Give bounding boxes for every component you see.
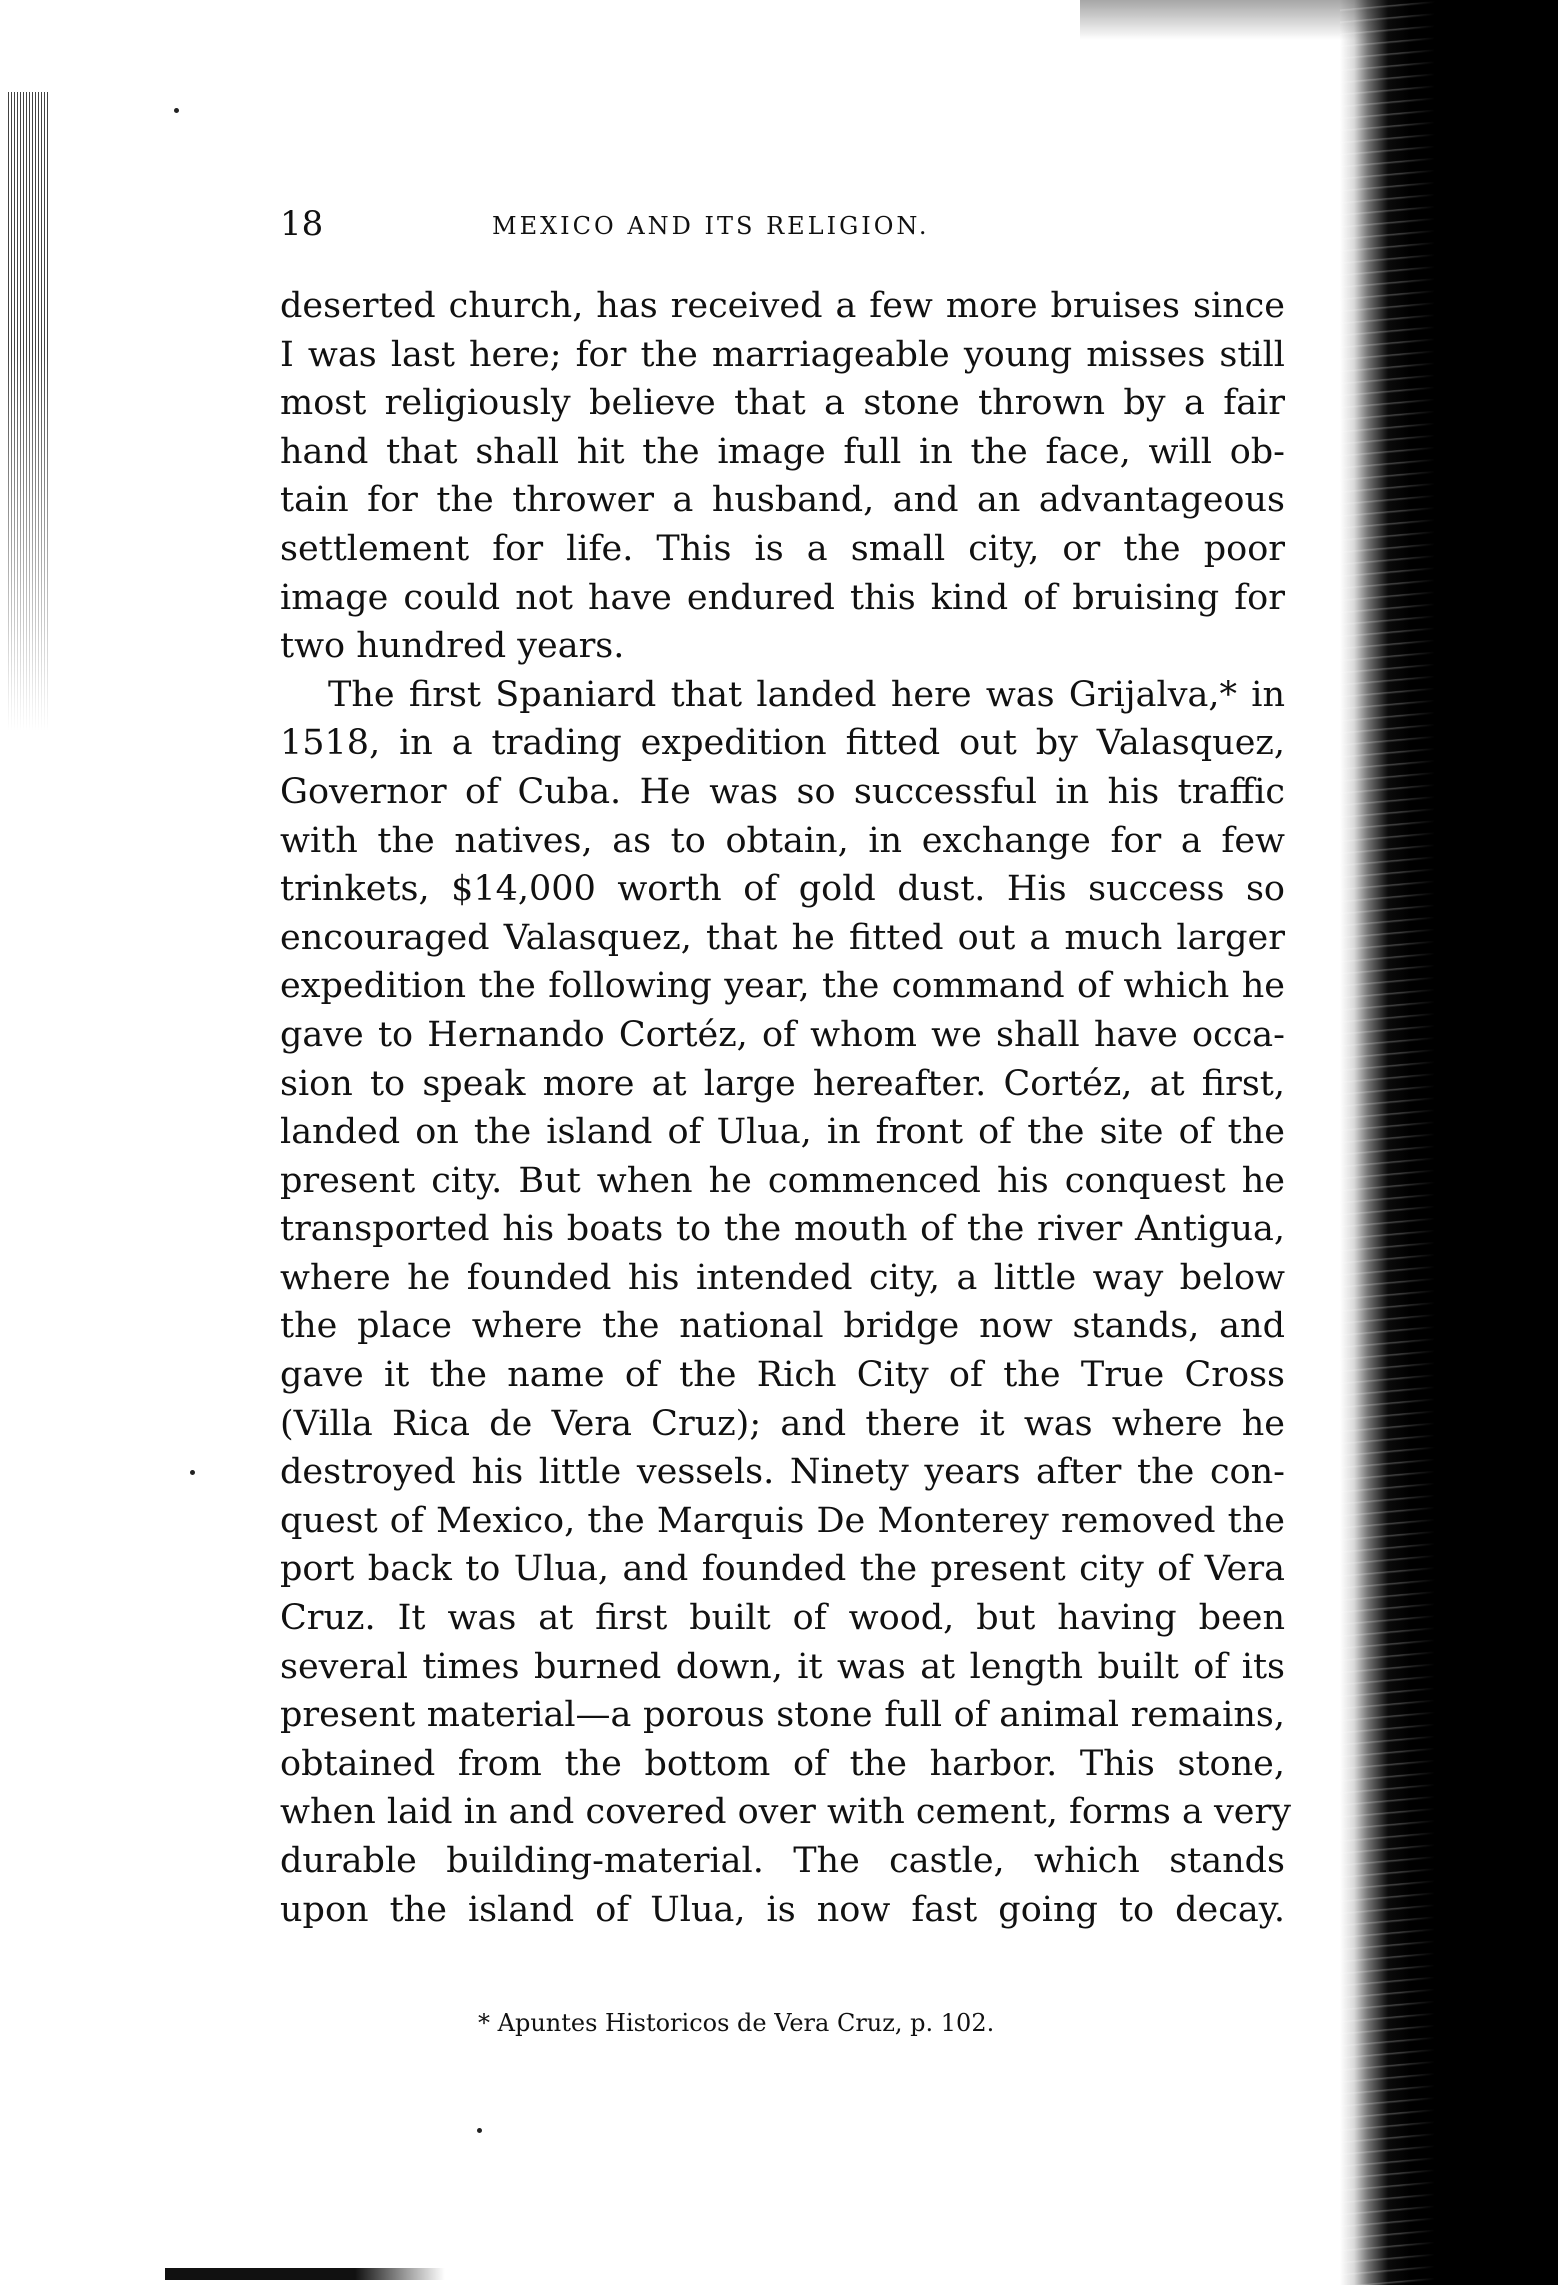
text-line: Cruz. It was at first built of wood, but having been	[280, 1598, 1285, 1639]
scan-gutter-marks	[8, 92, 48, 732]
text-line: durable building-material. The castle, which stands	[280, 1841, 1285, 1881]
text-line: when laid in and covered over with cement, forms a very	[280, 1792, 1291, 1833]
text-line: most religiously believe that a stone thrown by a fair	[280, 383, 1285, 424]
text-line: hand that shall hit the image full in the face, will ob-	[280, 431, 1285, 472]
text-line: gave to Hernando Cortéz, of whom we shall have occa-	[280, 1014, 1285, 1055]
scan-speck	[190, 1470, 195, 1475]
body-text	[280, 282, 1291, 1934]
text-line: present city. But when he commenced his conquest he	[280, 1160, 1285, 1201]
text-line: the place where the national bridge now stands, and	[280, 1306, 1285, 1347]
text-line: Governor of Cuba. He was so successful in his traffic	[280, 771, 1285, 812]
scan-speck	[477, 2128, 482, 2133]
text-line: present material—a porous stone full of animal remains,	[280, 1695, 1285, 1736]
footnote: * Apuntes Historicos de Vera Cruz, p. 102.	[478, 2009, 995, 2037]
text-line: destroyed his little vessels. Ninety years after the con-	[280, 1452, 1285, 1493]
text-line: two hundred years.	[280, 626, 625, 667]
scan-edge-shadow	[1340, 0, 1558, 2285]
text-line: (Villa Rica de Vera Cruz); and there it was where he	[280, 1403, 1285, 1444]
text-line: tain for the thrower a husband, and an advantageous	[280, 480, 1285, 521]
text-line: transported his boats to the mouth of the river Antigua,	[280, 1209, 1285, 1250]
text-line: 1518, in a trading expedition fitted out by Valasquez,	[280, 723, 1285, 764]
text-line: trinkets, $14,000 worth of gold dust. His success so	[280, 869, 1285, 910]
text-line: deserted church, has received a few more bruises since	[280, 286, 1285, 326]
text-line: with the natives, as to obtain, in exchange for a few	[280, 820, 1285, 861]
text-line: gave it the name of the Rich City of the True Cross	[280, 1355, 1285, 1396]
text-line: expedition the following year, the command of which he	[280, 966, 1285, 1007]
scan-bottom-mark	[165, 2268, 445, 2280]
text-line: I was last here; for the marriageable young misses still	[280, 334, 1285, 375]
text-line: quest of Mexico, the Marquis De Monterey removed the	[280, 1500, 1285, 1541]
text-line: where he founded his intended city, a little way below	[280, 1257, 1285, 1298]
text-line: obtained from the bottom of the harbor. This stone,	[280, 1743, 1285, 1784]
text-line: port back to Ulua, and founded the present city of Vera	[280, 1549, 1285, 1590]
text-line: settlement for life. This is a small city, or the poor	[280, 528, 1285, 569]
text-line: several times burned down, it was at length built of its	[280, 1646, 1285, 1687]
running-title: MEXICO AND ITS RELIGION.	[492, 212, 930, 240]
scan-speck	[174, 108, 179, 113]
page-header	[280, 204, 1310, 250]
text-line: sion to speak more at large hereafter. Cortéz, at first,	[280, 1063, 1285, 1104]
page-number: 18	[280, 204, 324, 244]
text-line: upon the island of Ulua, is now fast going to decay.	[280, 1889, 1285, 1930]
text-line: landed on the island of Ulua, in front of the site of the	[280, 1112, 1285, 1153]
text-line: image could not have endured this kind of bruising for	[280, 577, 1285, 618]
text-line: The first Spaniard that landed here was Grijalva,* in	[328, 674, 1285, 715]
text-line: encouraged Valasquez, that he fitted out a much larger	[280, 917, 1285, 958]
